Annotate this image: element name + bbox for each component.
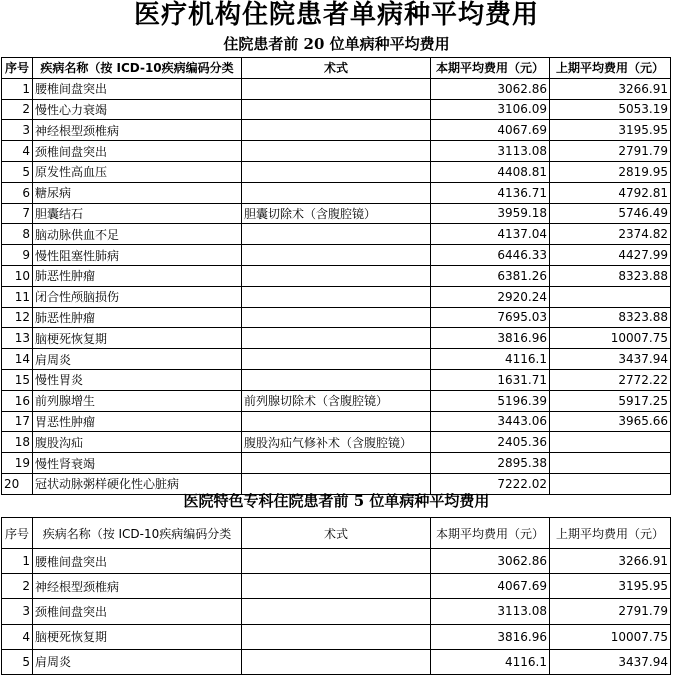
cell-previous-cost: 4792.81: [550, 182, 671, 203]
cell-procedure: [242, 411, 431, 432]
cell-current-cost: 2920.24: [431, 286, 550, 307]
cell-procedure: [242, 574, 431, 599]
cell-seq: 18: [2, 432, 33, 453]
table-row: [2, 99, 671, 120]
table-row: [2, 307, 671, 328]
table-row: [2, 182, 671, 203]
cell-disease: 肺恶性肿瘤: [33, 265, 242, 286]
cell-current-cost: 6381.26: [431, 265, 550, 286]
cell-disease: 胃恶性肿瘤: [33, 411, 242, 432]
cell-procedure: [242, 120, 431, 141]
cell-current-cost: 4136.71: [431, 182, 550, 203]
cell-current-cost: 3443.06: [431, 411, 550, 432]
cell-disease: 颈椎间盘突出: [33, 599, 242, 624]
cell-current-cost: 5196.39: [431, 390, 550, 411]
cell-current-cost: 7695.03: [431, 307, 550, 328]
cell-procedure: [242, 549, 431, 574]
cell-procedure: [242, 99, 431, 120]
cell-previous-cost: 10007.75: [550, 624, 671, 649]
cell-disease: 慢性胃炎: [33, 369, 242, 390]
table-row: [2, 369, 671, 390]
cell-previous-cost: 3266.91: [550, 549, 671, 574]
cell-current-cost: 2895.38: [431, 453, 550, 474]
table-row: [2, 78, 671, 99]
cell-disease: 慢性肾衰竭: [33, 453, 242, 474]
cell-seq: 6: [2, 182, 33, 203]
cell-procedure: [242, 349, 431, 370]
table-row: [2, 203, 671, 224]
cell-current-cost: 3816.96: [431, 624, 550, 649]
cell-seq: 4: [2, 624, 33, 649]
table-row: [2, 649, 671, 674]
cell-previous-cost: 3266.91: [550, 78, 671, 99]
cell-disease: 肩周炎: [33, 349, 242, 370]
cell-seq: 15: [2, 369, 33, 390]
cell-disease: 脑梗死恢复期: [33, 624, 242, 649]
table-header-row: [2, 58, 671, 79]
cell-disease: 脑梗死恢复期: [33, 328, 242, 349]
cell-disease: 腹股沟疝: [33, 432, 242, 453]
table-row: [2, 574, 671, 599]
table-row: [2, 549, 671, 574]
cell-current-cost: 4408.81: [431, 161, 550, 182]
cell-procedure: 前列腺切除术（含腹腔镜）: [242, 390, 431, 411]
table-row: [2, 390, 671, 411]
cell-current-cost: 1631.71: [431, 369, 550, 390]
cell-current-cost: 3106.09: [431, 99, 550, 120]
cell-disease: 前列腺增生: [33, 390, 242, 411]
cell-current-cost: 3113.08: [431, 141, 550, 162]
cell-procedure: [242, 161, 431, 182]
cell-current-cost: 3959.18: [431, 203, 550, 224]
cell-procedure: [242, 328, 431, 349]
cell-previous-cost: 3195.95: [550, 574, 671, 599]
header-seq: 序号: [2, 518, 33, 549]
cell-current-cost: 4067.69: [431, 120, 550, 141]
cell-previous-cost: [550, 432, 671, 453]
cell-seq: 13: [2, 328, 33, 349]
cell-procedure: [242, 245, 431, 266]
cell-disease: 胆囊结石: [33, 203, 242, 224]
cell-seq: 3: [2, 120, 33, 141]
cell-current-cost: 3062.86: [431, 78, 550, 99]
cell-disease: 闭合性颅脑损伤: [33, 286, 242, 307]
cell-disease: 慢性心力衰竭: [33, 99, 242, 120]
cell-procedure: [242, 453, 431, 474]
cell-current-cost: 7222.02: [431, 473, 550, 494]
cell-seq: 2: [2, 574, 33, 599]
table-row: [2, 349, 671, 370]
header-disease: 疾病名称（按 ICD-10疾病编码分类: [33, 58, 242, 79]
cell-current-cost: 3816.96: [431, 328, 550, 349]
cell-current-cost: 4116.1: [431, 349, 550, 370]
cell-procedure: [242, 78, 431, 99]
header-previous-cost: 上期平均费用（元）: [550, 58, 671, 79]
cell-procedure: [242, 599, 431, 624]
cell-previous-cost: 3965.66: [550, 411, 671, 432]
header-current-cost: 本期平均费用（元）: [431, 58, 550, 79]
page-title: 医疗机构住院患者单病种平均费用: [133, 0, 539, 30]
header-previous-cost: 上期平均费用（元）: [550, 518, 671, 549]
cell-seq: 8: [2, 224, 33, 245]
header-seq: 序号: [2, 58, 33, 79]
cell-disease: 肺恶性肿瘤: [33, 307, 242, 328]
cell-seq: 14: [2, 349, 33, 370]
header-procedure: 术式: [242, 518, 431, 549]
cell-seq: 9: [2, 245, 33, 266]
section2-title: 医院特色专科住院患者前 5 位单病种平均费用: [183, 492, 490, 510]
cell-previous-cost: 2374.82: [550, 224, 671, 245]
table-row: [2, 265, 671, 286]
cell-procedure: [242, 307, 431, 328]
section1-title: 住院患者前 20 位单病种平均费用: [223, 35, 450, 53]
cell-current-cost: 2405.36: [431, 432, 550, 453]
cell-previous-cost: 2819.95: [550, 161, 671, 182]
cell-seq: 7: [2, 203, 33, 224]
table-row: [2, 224, 671, 245]
cell-disease: 脑动脉供血不足: [33, 224, 242, 245]
cell-previous-cost: 3437.94: [550, 649, 671, 674]
cell-previous-cost: 4427.99: [550, 245, 671, 266]
cell-seq: 16: [2, 390, 33, 411]
cell-disease: 腰椎间盘突出: [33, 78, 242, 99]
cell-previous-cost: 2772.22: [550, 369, 671, 390]
cell-seq: 11: [2, 286, 33, 307]
cell-current-cost: 4067.69: [431, 574, 550, 599]
cell-seq: 5: [2, 649, 33, 674]
cell-previous-cost: 3195.95: [550, 120, 671, 141]
cell-previous-cost: [550, 286, 671, 307]
cell-procedure: [242, 286, 431, 307]
cell-seq: 4: [2, 141, 33, 162]
cell-procedure: [242, 369, 431, 390]
cell-current-cost: 6446.33: [431, 245, 550, 266]
cell-seq: 1: [2, 549, 33, 574]
cell-previous-cost: [550, 453, 671, 474]
table-row: [2, 141, 671, 162]
cell-previous-cost: 10007.75: [550, 328, 671, 349]
cell-seq: 10: [2, 265, 33, 286]
cell-disease: 冠状动脉粥样硬化性心脏病: [33, 473, 242, 494]
cell-previous-cost: 2791.79: [550, 141, 671, 162]
specialty-top5-cost-table: [1, 517, 671, 675]
table-row: [2, 245, 671, 266]
cell-procedure: [242, 182, 431, 203]
cell-current-cost: 3113.08: [431, 599, 550, 624]
cell-disease: 肩周炎: [33, 649, 242, 674]
cell-seq: 5: [2, 161, 33, 182]
cell-seq: 17: [2, 411, 33, 432]
header-disease: 疾病名称（按 ICD-10疾病编码分类: [33, 518, 242, 549]
top20-cost-table: [1, 57, 671, 495]
cell-procedure: 腹股沟疝气修补术（含腹腔镜）: [242, 432, 431, 453]
table-row: [2, 120, 671, 141]
cell-disease: 原发性高血压: [33, 161, 242, 182]
cell-procedure: [242, 265, 431, 286]
cell-seq: 2: [2, 99, 33, 120]
table-row: [2, 624, 671, 649]
cell-seq: 20: [2, 473, 33, 494]
cell-disease: 颈椎间盘突出: [33, 141, 242, 162]
cell-seq: 12: [2, 307, 33, 328]
cell-seq: 1: [2, 78, 33, 99]
table-row: [2, 411, 671, 432]
cell-procedure: [242, 141, 431, 162]
cell-seq: 3: [2, 599, 33, 624]
cell-previous-cost: 2791.79: [550, 599, 671, 624]
table-row: [2, 432, 671, 453]
cell-procedure: [242, 224, 431, 245]
cell-seq: 19: [2, 453, 33, 474]
header-procedure: 术式: [242, 58, 431, 79]
table-row: [2, 453, 671, 474]
cell-disease: 腰椎间盘突出: [33, 549, 242, 574]
cell-disease: 神经根型颈椎病: [33, 574, 242, 599]
cell-current-cost: 4137.04: [431, 224, 550, 245]
header-current-cost: 本期平均费用（元）: [431, 518, 550, 549]
cell-current-cost: 3062.86: [431, 549, 550, 574]
cell-current-cost: 4116.1: [431, 649, 550, 674]
table-header-row: [2, 518, 671, 549]
cell-previous-cost: 5746.49: [550, 203, 671, 224]
cell-previous-cost: 5917.25: [550, 390, 671, 411]
cell-procedure: [242, 624, 431, 649]
cell-disease: 慢性阻塞性肺病: [33, 245, 242, 266]
cell-disease: 神经根型颈椎病: [33, 120, 242, 141]
cell-procedure: [242, 649, 431, 674]
table-row: [2, 161, 671, 182]
table-row: [2, 328, 671, 349]
cell-procedure: 胆囊切除术（含腹腔镜）: [242, 203, 431, 224]
table-row: [2, 599, 671, 624]
cell-previous-cost: 8323.88: [550, 307, 671, 328]
cell-previous-cost: 3437.94: [550, 349, 671, 370]
cell-previous-cost: 5053.19: [550, 99, 671, 120]
table-row: [2, 286, 671, 307]
cell-disease: 糖尿病: [33, 182, 242, 203]
cell-previous-cost: 8323.88: [550, 265, 671, 286]
